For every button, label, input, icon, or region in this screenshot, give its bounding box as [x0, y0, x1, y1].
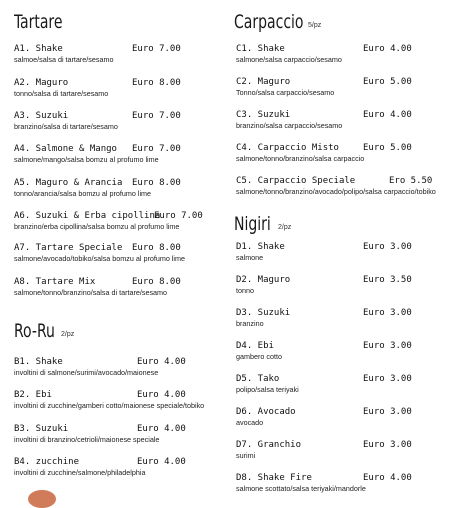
item-price: Euro 4.00 — [137, 390, 186, 400]
tartare-title: Tartare — [14, 11, 63, 33]
item-desc: involtini di salmone/surimi/avocado/maionese — [14, 368, 159, 377]
item-name: B2. Ebi — [14, 390, 52, 400]
item-desc: branzino/erba cipollina/salsa bomzu al profumo lime — [14, 222, 180, 231]
item-price: Euro 7.00 — [154, 211, 203, 221]
item-name: A2. Maguro — [14, 78, 69, 88]
item-price: Euro 3.00 — [363, 341, 412, 351]
item-price: Euro 3.50 — [363, 275, 412, 285]
item-name: A6. Suzuki & Erba cipollina — [14, 211, 161, 221]
item-desc: branzino/salsa di tartare/sesamo — [14, 122, 118, 131]
item-name: D8. Shake Fire — [236, 473, 312, 483]
item-price: Euro 3.00 — [363, 374, 412, 384]
item-desc: branzino — [236, 319, 264, 328]
food-image-fragment — [28, 490, 56, 508]
item-price: Euro 7.00 — [132, 144, 181, 154]
item-name: C5. Carpaccio Speciale — [236, 176, 356, 186]
item-price: Euro 8.00 — [132, 178, 181, 188]
item-desc: gambero cotto — [236, 352, 282, 361]
item-price: Euro 3.00 — [363, 407, 412, 417]
item-name: B1. Shake — [14, 357, 63, 367]
item-desc: tonno/salsa di tartare/sesamo — [14, 89, 109, 98]
carpaccio-title: Carpaccio — [234, 11, 304, 33]
item-name: C4. Carpaccio Misto — [236, 143, 339, 153]
item-price: Euro 8.00 — [132, 243, 181, 253]
item-desc: salmone/tonno/branzino/salsa carpaccio — [236, 154, 365, 163]
item-desc: salmone scottato/salsa teriyaki/mandorle — [236, 484, 366, 493]
item-price: Euro 4.00 — [137, 424, 186, 434]
nigiri-title: Nigiri — [234, 213, 271, 235]
item-price: Euro 5.00 — [363, 77, 412, 87]
item-price: Euro 3.00 — [363, 440, 412, 450]
item-name: A5. Maguro & Arancia — [14, 178, 123, 188]
item-desc: involtini di zucchine/salmone/philadelphia — [14, 468, 146, 477]
item-name: A3. Suzuki — [14, 111, 69, 121]
item-price: Euro 8.00 — [132, 277, 181, 287]
item-name: D1. Shake — [236, 242, 285, 252]
item-price: Euro 3.00 — [363, 308, 412, 318]
item-name: A7. Tartare Speciale — [14, 243, 123, 253]
item-desc: tonno — [236, 286, 254, 295]
item-price: Euro 4.00 — [363, 44, 412, 54]
item-desc: avocado — [236, 418, 264, 427]
item-name: C1. Shake — [236, 44, 285, 54]
item-desc: branzino/salsa carpaccio/sesamo — [236, 121, 343, 130]
item-desc: tonno/arancia/salsa bomzu al profumo lime — [14, 189, 152, 198]
item-desc: salmone/tonno/branzino/avocado/polipo/salsa carpaccio/tobiko — [236, 187, 436, 196]
item-name: D6. Avocado — [236, 407, 296, 417]
item-desc: Tonno/salsa carpaccio/sesamo — [236, 88, 335, 97]
roru-note: 2/pz — [61, 331, 75, 338]
carpaccio-note: 5/pz — [308, 22, 322, 29]
nigiri-note: 2/pz — [278, 224, 292, 231]
item-name: D4. Ebi — [236, 341, 274, 351]
item-price: Ero 5.50 — [389, 176, 433, 186]
roru-title: Ro-Ru — [14, 320, 55, 342]
item-name: C2. Maguro — [236, 77, 291, 87]
item-price: Euro 3.00 — [363, 242, 412, 252]
item-name: D3. Suzuki — [236, 308, 291, 318]
item-name: D5. Tako — [236, 374, 280, 384]
item-desc: salmone/mango/salsa bomzu al profumo lime — [14, 155, 159, 164]
item-name: B3. Suzuki — [14, 424, 69, 434]
item-desc: involtini di zucchine/gamberi cotto/maionese speciale/tobiko — [14, 401, 205, 410]
item-price: Euro 4.00 — [363, 473, 412, 483]
item-desc: involtini di branzino/cetrioli/maionese speciale — [14, 435, 160, 444]
item-desc: salmone/salsa carpaccio/sesamo — [236, 55, 342, 64]
item-name: B4. zucchine — [14, 457, 80, 467]
item-name: A1. Shake — [14, 44, 63, 54]
item-name: D2. Maguro — [236, 275, 291, 285]
item-name: C3. Suzuki — [236, 110, 291, 120]
item-name: A4. Salmone & Mango — [14, 144, 117, 154]
item-desc: salmone — [236, 253, 264, 262]
item-name: D7. Granchio — [236, 440, 302, 450]
item-price: Euro 7.00 — [132, 44, 181, 54]
item-desc: salmone/tonno/branzino/salsa di tartare/sesamo — [14, 288, 168, 297]
item-desc: salmone/avocado/tobiko/salsa bomzu al profumo lime — [14, 254, 185, 263]
item-price: Euro 7.00 — [132, 111, 181, 121]
item-desc: polipo/salsa teriyaki — [236, 385, 299, 394]
item-desc: salmoe/salsa di tartare/sesamo — [14, 55, 114, 64]
item-price: Euro 8.00 — [132, 78, 181, 88]
item-desc: surimi — [236, 451, 256, 460]
item-name: A8. Tartare Mix — [14, 277, 96, 287]
item-price: Euro 4.00 — [363, 110, 412, 120]
item-price: Euro 4.00 — [137, 457, 186, 467]
item-price: Euro 5.00 — [363, 143, 412, 153]
item-price: Euro 4.00 — [137, 357, 186, 367]
